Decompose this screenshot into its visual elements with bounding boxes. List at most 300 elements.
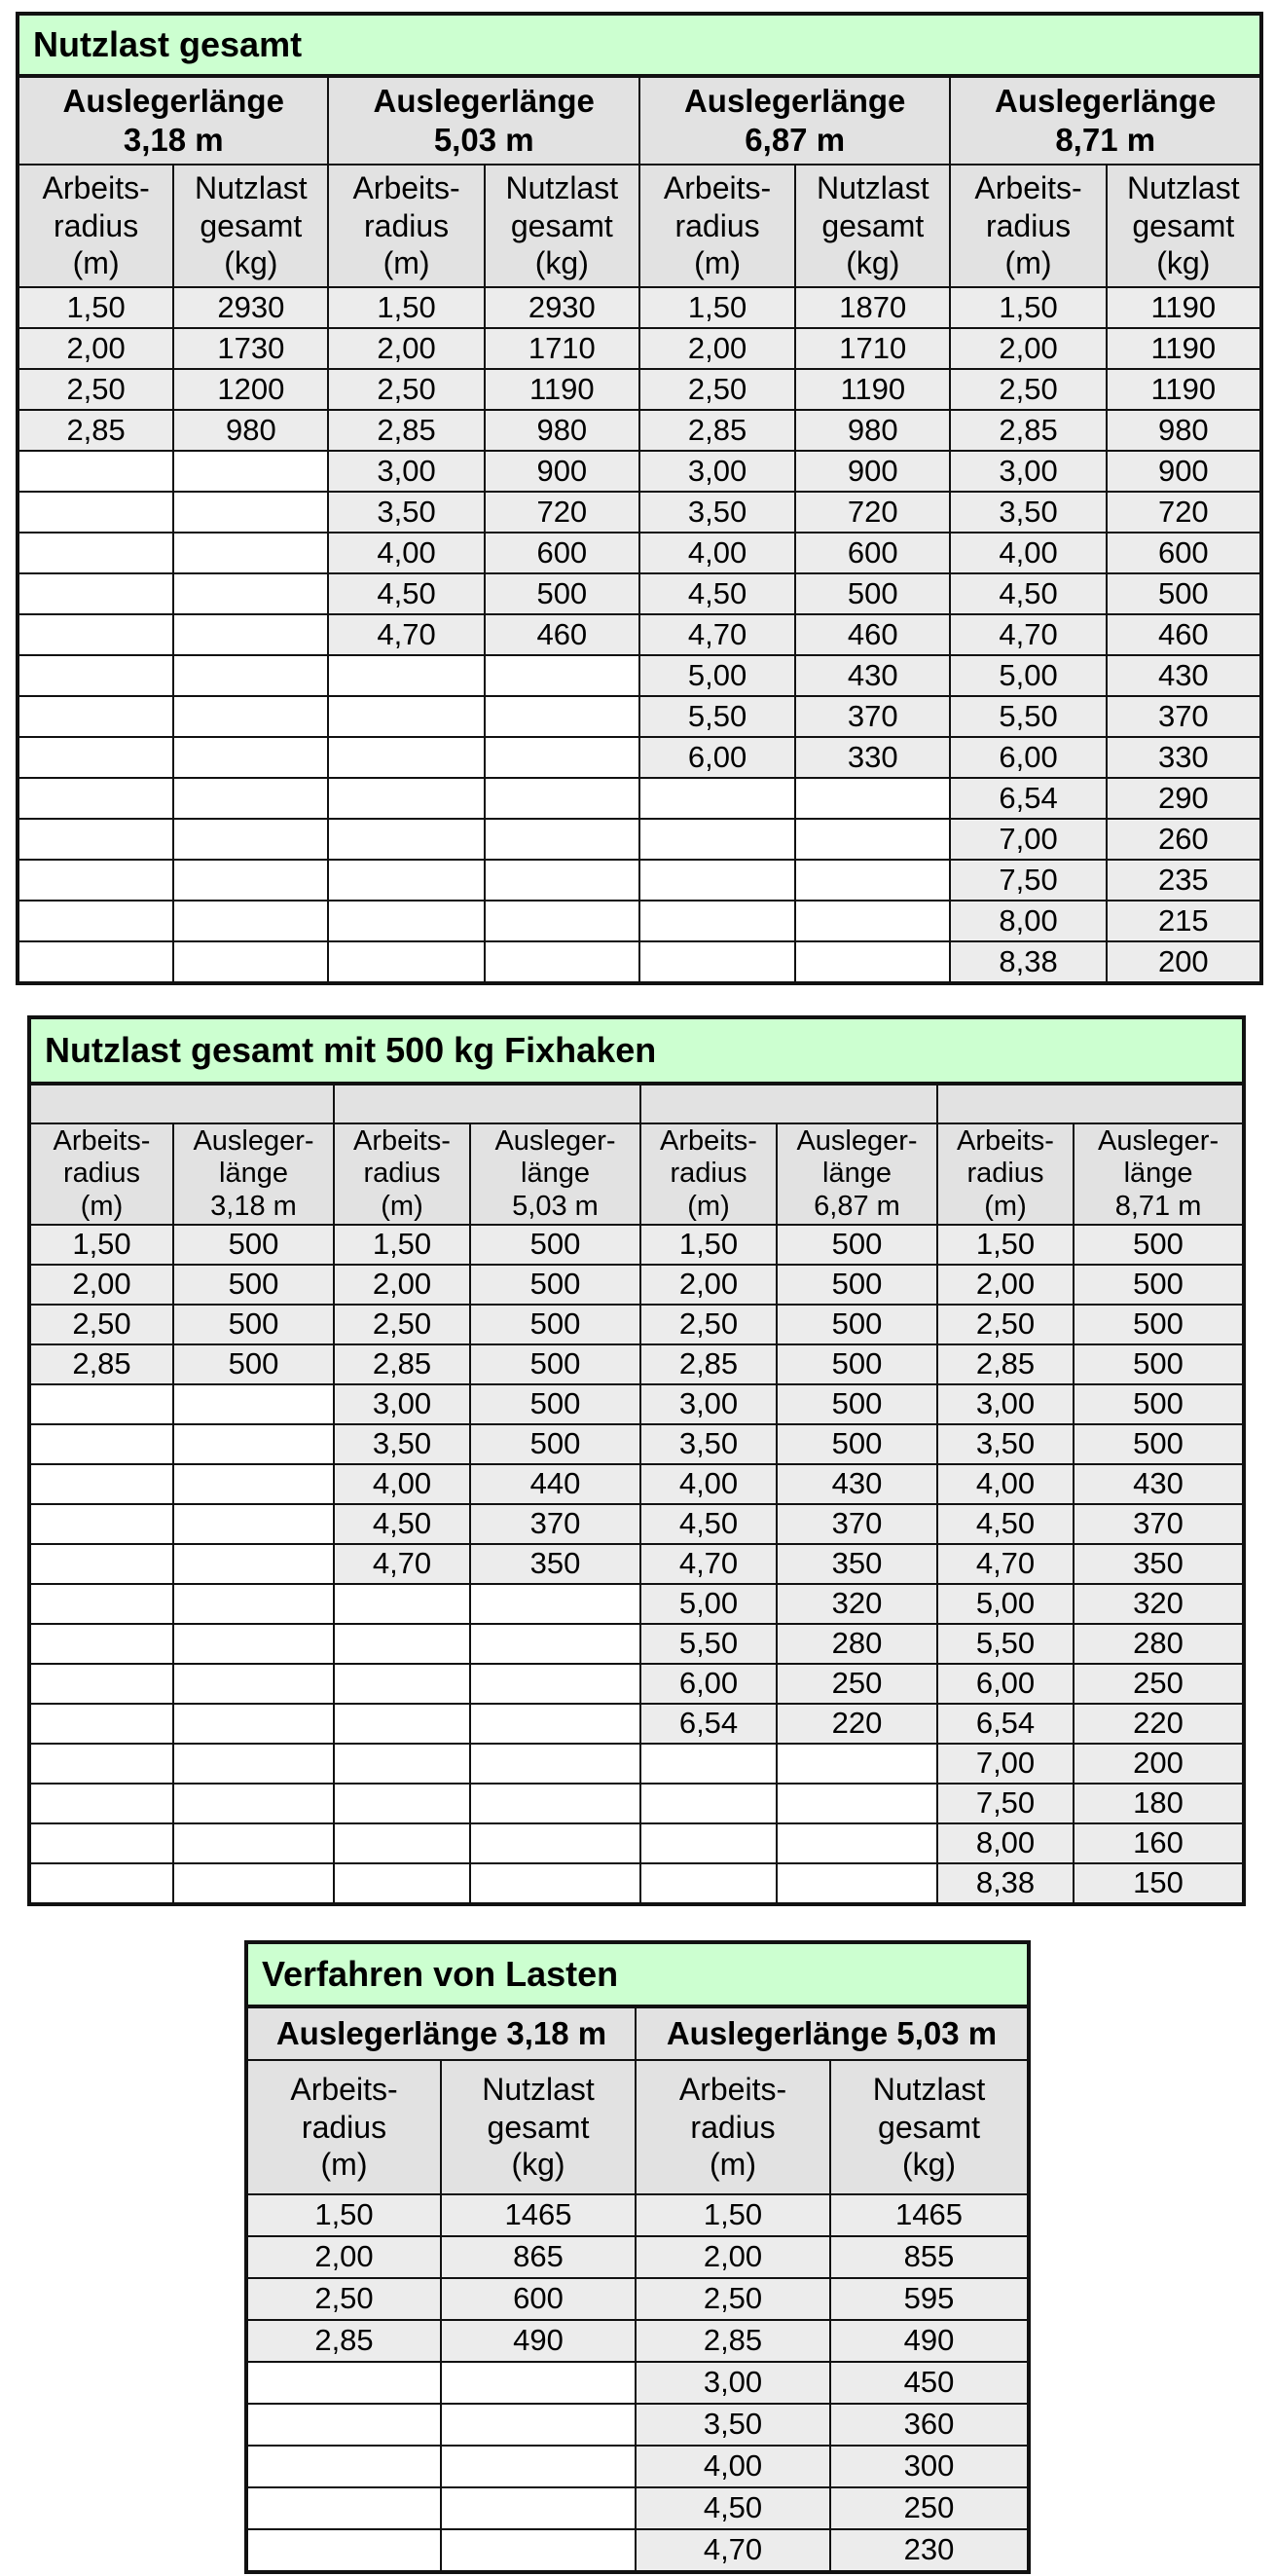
empty-cell [18,573,173,614]
empty-cell [18,696,173,737]
column-header-radius: Arbeits- radius (m) [328,165,484,287]
radius-cell: 2,85 [328,410,484,451]
radius-cell: 3,50 [950,492,1106,533]
load-cell: 430 [1107,655,1261,696]
load-cell: 450 [830,2362,1029,2404]
radius-cell: 5,50 [937,1624,1074,1664]
table-row [18,901,1261,941]
radius-cell: 2,85 [246,2320,441,2362]
empty-cell [173,1624,334,1664]
load-cell: 160 [1074,1823,1244,1863]
radius-cell: 2,85 [636,2320,830,2362]
load-cell: 2930 [485,287,639,328]
radius-cell: 2,50 [636,2278,830,2320]
radius-cell: 6,54 [937,1704,1074,1744]
load-cell: 1190 [485,369,639,410]
load-cell: 490 [830,2320,1029,2362]
radius-cell: 2,00 [328,328,484,369]
load-cell: 500 [777,1265,937,1305]
radius-cell: 4,70 [937,1544,1074,1584]
empty-cell [334,1664,470,1704]
load-cell: 250 [1074,1664,1244,1704]
radius-cell: 4,70 [950,614,1106,655]
load-cell: 430 [795,655,950,696]
load-cell: 460 [485,614,639,655]
empty-cell [334,1784,470,1823]
radius-cell: 2,85 [937,1344,1074,1384]
column-header-load: Nutzlast gesamt (kg) [795,165,950,287]
empty-cell [777,1784,937,1823]
empty-cell [328,737,484,778]
table-title: Verfahren von Lasten [246,1942,1029,2006]
radius-cell: 3,50 [937,1424,1074,1464]
table-row [18,737,1261,778]
radius-cell: 3,00 [950,451,1106,492]
table-row [29,1384,1244,1424]
empty-cell [485,655,639,696]
radius-cell: 3,50 [636,2404,830,2446]
empty-cell [795,819,950,860]
empty-cell [29,1504,173,1544]
boom-length-header: Auslegerlänge 3,18 m [246,2006,636,2060]
empty-cell [29,1664,173,1704]
empty-cell [29,1704,173,1744]
load-cell: 500 [173,1344,334,1384]
empty-cell [173,1464,334,1504]
load-cell: 220 [777,1704,937,1744]
radius-cell: 2,85 [18,410,173,451]
load-cell: 500 [470,1305,640,1344]
load-cell: 2930 [173,287,328,328]
radius-cell: 4,50 [328,573,484,614]
load-cell: 280 [777,1624,937,1664]
radius-cell: 8,38 [937,1863,1074,1904]
radius-cell: 4,00 [950,533,1106,573]
load-cell: 1730 [173,328,328,369]
load-cell: 330 [795,737,950,778]
radius-cell: 1,50 [334,1225,470,1265]
empty-cell [640,1744,777,1784]
empty-cell [246,2446,441,2487]
load-cell: 600 [485,533,639,573]
load-cell: 460 [795,614,950,655]
empty-cell [173,1504,334,1544]
table-row [18,778,1261,819]
column-header-load: Nutzlast gesamt (kg) [485,165,639,287]
empty-cell [777,1863,937,1904]
load-cell: 1465 [830,2194,1029,2236]
radius-cell: 1,50 [640,1225,777,1265]
empty-cell [795,860,950,901]
radius-cell: 1,50 [29,1225,173,1265]
load-cell: 300 [830,2446,1029,2487]
load-cell: 320 [777,1584,937,1624]
load-cell: 865 [441,2236,636,2278]
table-nutzlast-gesamt [16,12,1263,985]
radius-cell: 8,00 [950,901,1106,941]
radius-cell: 3,50 [640,1424,777,1464]
empty-cell [18,655,173,696]
load-cell: 500 [1074,1424,1244,1464]
column-header-load: Nutzlast gesamt (kg) [1107,165,1261,287]
radius-cell: 7,00 [950,819,1106,860]
load-cell: 330 [1107,737,1261,778]
radius-cell: 5,00 [640,1584,777,1624]
column-header-load: Nutzlast gesamt (kg) [173,165,328,287]
table-row [18,819,1261,860]
load-cell: 1190 [1107,287,1261,328]
empty-cell [18,901,173,941]
table-row [29,1225,1244,1265]
boom-length-header [334,1084,640,1123]
radius-cell: 6,00 [937,1664,1074,1704]
empty-cell [334,1624,470,1664]
empty-cell [29,1624,173,1664]
radius-cell: 5,50 [639,696,795,737]
load-cell: 430 [777,1464,937,1504]
empty-cell [29,1823,173,1863]
load-cell: 370 [1107,696,1261,737]
empty-cell [18,778,173,819]
radius-cell: 5,50 [640,1624,777,1664]
radius-cell: 1,50 [636,2194,830,2236]
radius-cell: 3,00 [937,1384,1074,1424]
radius-cell: 2,85 [639,410,795,451]
table-row [18,614,1261,655]
radius-cell: 2,00 [639,328,795,369]
column-header-load: Ausleger- länge 8,71 m [1074,1123,1244,1225]
radius-cell: 1,50 [246,2194,441,2236]
empty-cell [173,941,328,983]
empty-cell [29,1863,173,1904]
load-cell: 500 [1074,1344,1244,1384]
load-cell: 500 [777,1225,937,1265]
table-row [246,2487,1029,2529]
radius-cell: 6,54 [950,778,1106,819]
column-header-radius: Arbeits- radius (m) [950,165,1106,287]
radius-cell: 2,00 [246,2236,441,2278]
table-row [29,1265,1244,1305]
radius-cell: 4,00 [334,1464,470,1504]
load-cell: 855 [830,2236,1029,2278]
radius-cell: 4,50 [636,2487,830,2529]
empty-cell [29,1544,173,1584]
column-header-radius: Arbeits- radius (m) [18,165,173,287]
radius-cell: 4,70 [328,614,484,655]
load-cell: 595 [830,2278,1029,2320]
column-header-radius: Arbeits- radius (m) [334,1123,470,1225]
load-cell: 500 [1107,573,1261,614]
empty-cell [18,860,173,901]
empty-cell [441,2487,636,2529]
empty-cell [29,1584,173,1624]
empty-cell [485,860,639,901]
load-cell: 1200 [173,369,328,410]
load-cell: 290 [1107,778,1261,819]
empty-cell [173,901,328,941]
radius-cell: 2,85 [29,1344,173,1384]
radius-cell: 3,00 [640,1384,777,1424]
radius-cell: 2,50 [18,369,173,410]
empty-cell [334,1823,470,1863]
empty-cell [485,901,639,941]
table-row [18,860,1261,901]
radius-cell: 2,50 [328,369,484,410]
load-cell: 260 [1107,819,1261,860]
radius-cell: 4,70 [334,1544,470,1584]
empty-cell [470,1744,640,1784]
empty-cell [173,860,328,901]
empty-cell [639,778,795,819]
load-cell: 600 [795,533,950,573]
radius-cell: 2,00 [950,328,1106,369]
empty-cell [485,941,639,983]
load-cell: 500 [1074,1225,1244,1265]
radius-cell: 2,85 [950,410,1106,451]
load-cell: 500 [777,1424,937,1464]
empty-cell [485,819,639,860]
table-row [246,2236,1029,2278]
load-cell: 980 [1107,410,1261,451]
load-cell: 150 [1074,1863,1244,1904]
empty-cell [777,1744,937,1784]
empty-cell [328,778,484,819]
load-cell: 600 [1107,533,1261,573]
radius-cell: 4,50 [334,1504,470,1544]
empty-cell [173,1424,334,1464]
load-cell: 370 [1074,1504,1244,1544]
load-cell: 215 [1107,901,1261,941]
load-cell: 900 [1107,451,1261,492]
load-cell: 500 [470,1225,640,1265]
column-header-radius: Arbeits- radius (m) [937,1123,1074,1225]
table-row [18,492,1261,533]
load-cell: 500 [173,1265,334,1305]
empty-cell [173,655,328,696]
boom-length-header: Auslegerlänge 8,71 m [950,76,1261,165]
empty-cell [334,1744,470,1784]
load-cell: 370 [777,1504,937,1544]
empty-cell [18,492,173,533]
empty-cell [173,1784,334,1823]
load-cell: 500 [173,1305,334,1344]
load-cell: 200 [1074,1744,1244,1784]
load-cell: 430 [1074,1464,1244,1504]
radius-cell: 4,00 [639,533,795,573]
empty-cell [18,737,173,778]
load-cell: 1710 [795,328,950,369]
empty-cell [777,1823,937,1863]
empty-cell [639,941,795,983]
empty-cell [173,573,328,614]
load-cell: 250 [777,1664,937,1704]
load-cell: 350 [470,1544,640,1584]
empty-cell [173,492,328,533]
radius-cell: 2,00 [18,328,173,369]
radius-cell: 6,00 [640,1664,777,1704]
empty-cell [334,1863,470,1904]
radius-cell: 4,00 [640,1464,777,1504]
load-cell: 180 [1074,1784,1244,1823]
load-cell: 500 [1074,1305,1244,1344]
empty-cell [470,1823,640,1863]
load-cell: 360 [830,2404,1029,2446]
radius-cell: 2,50 [639,369,795,410]
radius-cell: 7,00 [937,1744,1074,1784]
radius-cell: 5,00 [937,1584,1074,1624]
empty-cell [246,2362,441,2404]
radius-cell: 2,00 [640,1265,777,1305]
empty-cell [470,1784,640,1823]
empty-cell [173,1384,334,1424]
table-row [18,533,1261,573]
empty-cell [173,533,328,573]
empty-cell [173,1863,334,1904]
radius-cell: 1,50 [639,287,795,328]
table-row [246,2194,1029,2236]
table-nutzlast-fixhaken [27,1015,1246,1906]
load-cell: 500 [470,1344,640,1384]
radius-cell: 2,50 [640,1305,777,1344]
load-cell: 500 [485,573,639,614]
load-cell: 280 [1074,1624,1244,1664]
load-cell: 1190 [795,369,950,410]
empty-cell [18,941,173,983]
column-header-radius: Arbeits- radius (m) [640,1123,777,1225]
empty-cell [441,2362,636,2404]
radius-cell: 2,00 [29,1265,173,1305]
load-cell: 500 [470,1384,640,1424]
empty-cell [795,778,950,819]
empty-cell [173,451,328,492]
radius-cell: 1,50 [18,287,173,328]
empty-cell [18,614,173,655]
table-row [18,696,1261,737]
load-cell: 350 [777,1544,937,1584]
radius-cell: 4,00 [937,1464,1074,1504]
table-row [246,2362,1029,2404]
table-row [29,1544,1244,1584]
empty-cell [640,1784,777,1823]
empty-cell [639,860,795,901]
empty-cell [441,2446,636,2487]
radius-cell: 3,50 [328,492,484,533]
empty-cell [173,1704,334,1744]
table-row [246,2320,1029,2362]
table-verfahren-von-lasten [244,1940,1031,2574]
load-cell: 500 [795,573,950,614]
column-header-load: Nutzlast gesamt (kg) [830,2060,1029,2194]
table-row [29,1624,1244,1664]
empty-cell [173,1744,334,1784]
empty-cell [246,2529,441,2572]
radius-cell: 8,38 [950,941,1106,983]
empty-cell [173,737,328,778]
radius-cell: 4,00 [328,533,484,573]
empty-cell [640,1823,777,1863]
empty-cell [639,819,795,860]
empty-cell [470,1624,640,1664]
table-row [18,573,1261,614]
empty-cell [485,737,639,778]
radius-cell: 3,00 [636,2362,830,2404]
radius-cell: 6,54 [640,1704,777,1744]
empty-cell [29,1744,173,1784]
radius-cell: 4,50 [640,1504,777,1544]
radius-cell: 6,00 [950,737,1106,778]
empty-cell [470,1664,640,1704]
column-header-load: Ausleger- länge 3,18 m [173,1123,334,1225]
column-header-radius: Arbeits- radius (m) [29,1123,173,1225]
empty-cell [328,941,484,983]
column-header-load: Ausleger- länge 6,87 m [777,1123,937,1225]
empty-cell [470,1863,640,1904]
radius-cell: 5,00 [950,655,1106,696]
table-row [18,410,1261,451]
empty-cell [328,819,484,860]
load-cell: 500 [777,1344,937,1384]
boom-length-header [29,1084,334,1123]
empty-cell [29,1424,173,1464]
load-cell: 370 [470,1504,640,1544]
radius-cell: 1,50 [328,287,484,328]
boom-length-header [937,1084,1244,1123]
empty-cell [328,696,484,737]
radius-cell: 6,00 [639,737,795,778]
empty-cell [18,533,173,573]
radius-cell: 2,00 [937,1265,1074,1305]
load-cell: 600 [441,2278,636,2320]
radius-cell: 2,50 [937,1305,1074,1344]
column-header-radius: Arbeits- radius (m) [639,165,795,287]
radius-cell: 4,70 [639,614,795,655]
empty-cell [639,901,795,941]
table-row [18,287,1261,328]
radius-cell: 4,70 [636,2529,830,2572]
radius-cell: 4,70 [640,1544,777,1584]
load-cell: 490 [441,2320,636,2362]
load-cell: 720 [795,492,950,533]
empty-cell [246,2487,441,2529]
load-cell: 720 [1107,492,1261,533]
empty-cell [173,819,328,860]
table-row [18,451,1261,492]
radius-cell: 3,50 [334,1424,470,1464]
table-row [29,1863,1244,1904]
radius-cell: 2,50 [246,2278,441,2320]
radius-cell: 4,50 [639,573,795,614]
table-row [29,1664,1244,1704]
load-cell: 250 [830,2487,1029,2529]
load-cell: 230 [830,2529,1029,2572]
radius-cell: 7,50 [937,1784,1074,1823]
radius-cell: 8,00 [937,1823,1074,1863]
load-cell: 500 [173,1225,334,1265]
load-cell: 1190 [1107,369,1261,410]
radius-cell: 2,00 [334,1265,470,1305]
empty-cell [246,2404,441,2446]
load-cell: 500 [777,1384,937,1424]
empty-cell [173,778,328,819]
empty-cell [795,941,950,983]
radius-cell: 7,50 [950,860,1106,901]
load-cell: 440 [470,1464,640,1504]
table-row [29,1584,1244,1624]
load-cell: 980 [795,410,950,451]
radius-cell: 2,50 [334,1305,470,1344]
load-cell: 235 [1107,860,1261,901]
empty-cell [328,655,484,696]
